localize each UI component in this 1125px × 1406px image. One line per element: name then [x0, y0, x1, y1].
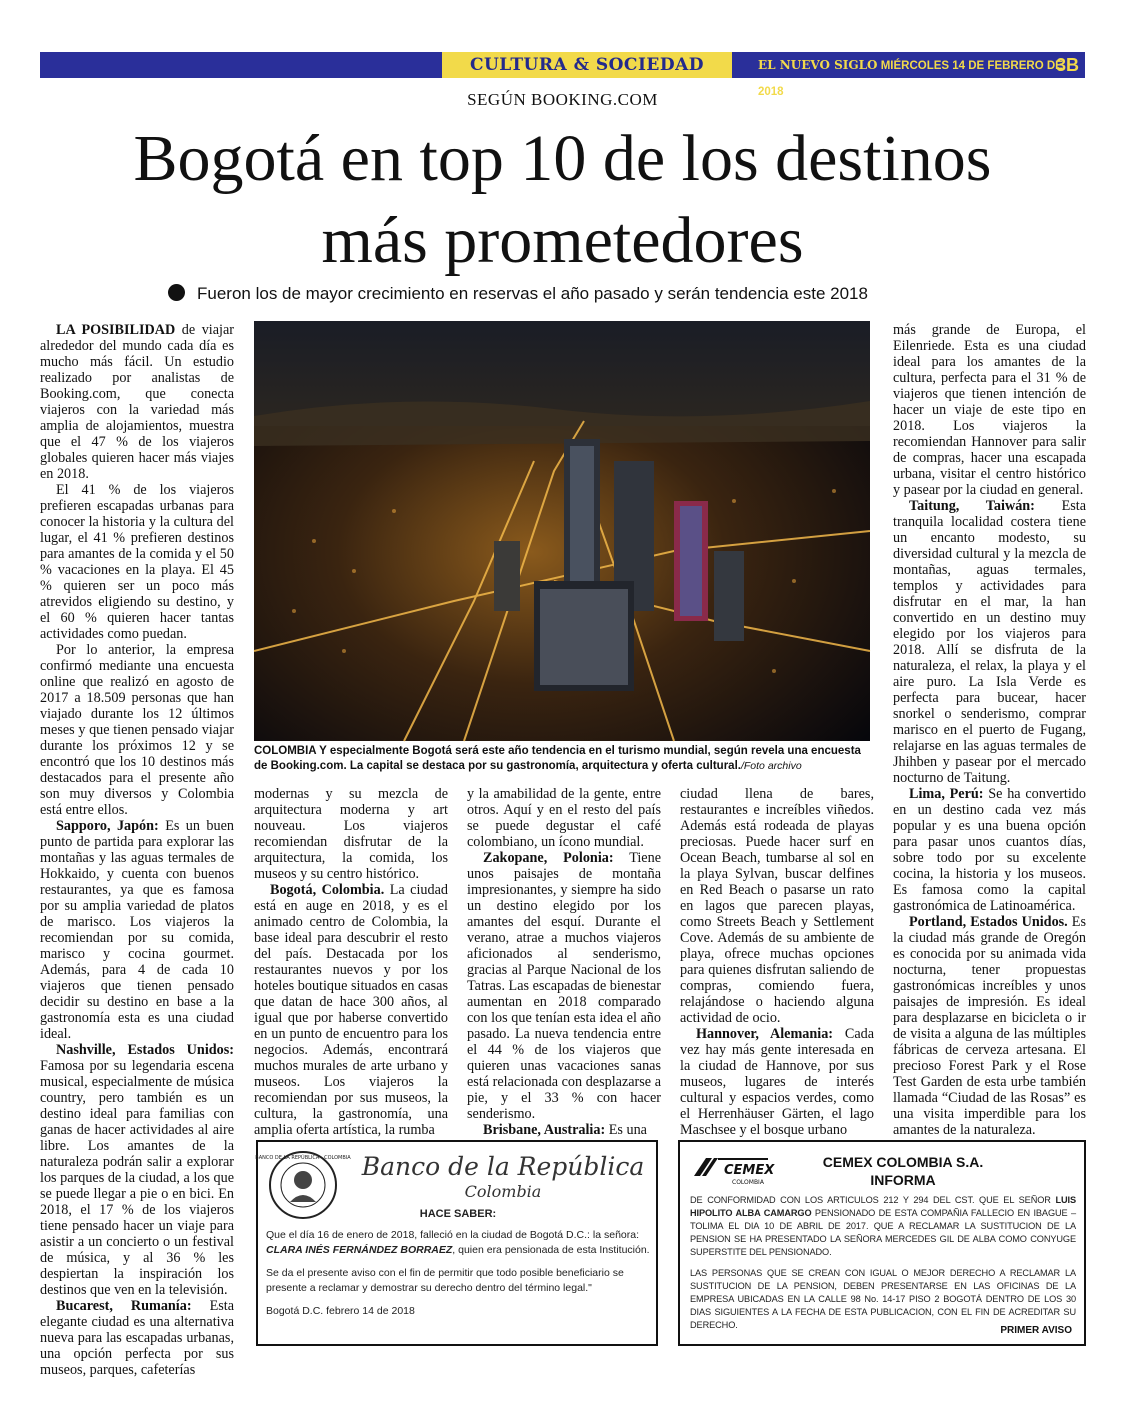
- article-column-1: [40, 322, 234, 1378]
- lead-in: LA POSIBILIDAD: [56, 322, 176, 338]
- cemex-notice-body: [690, 1194, 1076, 1332]
- headline-line-2: más prometedores: [321, 204, 804, 277]
- paragraph: [893, 914, 1086, 1138]
- paragraph: [40, 818, 234, 1042]
- paragraph: [893, 786, 1086, 914]
- paragraph-text: Es una: [605, 1122, 647, 1138]
- paragraph: [40, 322, 234, 482]
- paragraph-text: La ciudad está en auge en 2018, y es el animado centro de Colombia, la base ideal para descubrir el resto del país. Destacada por los restaurantes nuevos y por los hoteles boutique situados en casas que datan de hace 300 años, al igual que por haberse convertido en un punto de encuentro para los negocios. Además, encontrará muchos murales de arte urbano y museos. Los viajeros la recomiendan por sus museos, la cultura, la gastronomía, una amplia oferta artística, la rumba: [254, 882, 449, 1138]
- paragraph: y la amabilidad de la gente, entre otros. Aquí y en el resto del país se puede degustar el café colombiano, un ícono mundial.: [467, 786, 661, 850]
- city-heading-hannover: Hannover, Alemania:: [696, 1026, 834, 1042]
- banco-country: Colombia: [464, 1182, 542, 1201]
- paragraph: [893, 498, 1086, 786]
- notice-text: Se da el presente aviso con el fin de permitir que todo posible beneficiario se presente a reclamar y demostrar su derecho dentro del término legal.": [266, 1267, 624, 1294]
- notice-text: Que el día 16 de enero de 2018, falleció en la ciudad de Bogotá D.C.: la señora:: [266, 1229, 640, 1241]
- banco-notice-body: [266, 1228, 651, 1319]
- city-heading-bogota: Bogotá, Colombia.: [270, 882, 385, 898]
- cemex-notice: [678, 1140, 1086, 1346]
- notice-text: DE CONFORMIDAD CON LOS ARTICULOS 212 Y 294 DEL CST. QUE EL SEÑOR: [690, 1195, 1056, 1205]
- seal-lettering: BANCO DE LA REPÚBLICA · COLOMBIA: [255, 1155, 351, 1161]
- cemex-title: CEMEX COLOMBIA S.A.: [822, 1154, 984, 1170]
- pensioner-name: LUIS HIPOLITO ALBA CAMARGO: [690, 1195, 1076, 1218]
- city-heading-taitung: Taitung, Taiwán:: [909, 498, 1035, 514]
- city-heading-lima: Lima, Perú:: [909, 786, 984, 802]
- subhead-text: Fueron los de mayor crecimiento en reservas el año pasado y serán tendencia este 2018: [197, 284, 868, 303]
- paragraph-text: Cada vez hay más gente interesada en la ciudad de Hannove, por sus museos, lugares de interés cultural y espacios verdes, como el Herrenhäuser Gärten, el lago Maschsee y el bosque urbano: [680, 1026, 875, 1138]
- paragraph: [40, 1298, 234, 1378]
- paragraph: modernas y su mezcla de arquitectura moderna y art nouveau. Los viajeros recomiendan disfrutar de la arquitectura, la comida, los museos y su centro histórico.: [254, 786, 448, 882]
- primer-aviso: PRIMER AVISO: [1000, 1325, 1072, 1336]
- paragraph: El 41 % de los viajeros prefieren escapadas urbanas para conocer la historia y la cultura del lugar, el 41 % prefieren destinos para amantes de la comida y el 50 % vacaciones en la playa. El 45 % quieren ser un poco más atrevidos eligiendo su destino, y el 60 % quieren hacer tantas actividades como puedan.: [40, 482, 234, 642]
- paragraph: [680, 1026, 874, 1138]
- hace-saber-heading: HACE SABER:: [419, 1208, 497, 1220]
- bogota-night-photo: [254, 321, 870, 741]
- section-header-bar: [40, 52, 1085, 98]
- cemex-informa: INFORMA: [870, 1172, 936, 1188]
- paragraph-text: Esta tranquila localidad costera tiene un encanto modesto, su diversidad cultural y la mezcla de montañas, aguas termales, templos y actividades para disfrutar en el mar, la han convertido en un destino muy elegido por los viajeros para 2018. Allí se disfruta de la naturaleza, el relax, la playa y el aire puro. La Isla Verde es perfecta para bucear, hacer snorkel o senderismo, comprar marisco en el puerto de Fugang, relajarse en las aguas termales de Jhihben y pasear por el mercado nocturno de Taitung.: [893, 498, 1086, 786]
- cemex-logo-sub: COLOMBIA: [732, 1179, 764, 1186]
- notice-text: PENSIONADO DE ESTA COMPAÑIA FALLECIO EN IBAGUE – TOLIMA EL DIA 10 DE ABRIL DE 2017. QUE A RECLAMAR LA SUSTITUCION DE LA PENSION SE HA PRESENTADO LA SEÑORA MERCEDES GIL DE ALBA COMO CONYUGE SUPERSTITE DEL PENSIONADO.: [690, 1208, 1076, 1257]
- cemex-logo-icon: [692, 1154, 775, 1188]
- article-subhead: [168, 284, 988, 304]
- bullet-icon: [168, 284, 185, 301]
- article-column-4: [680, 786, 874, 1138]
- headline-line-1: Bogotá en top 10 de los destinos: [133, 122, 992, 195]
- paragraph-text: Es un buen punto de partida para explorar las montañas y las aguas termales de Hokkaido, y cuenta con buenos restaurantes, ya que es famosa por su amplia variedad de platos de marisco. Los viajeros la recomiendan por su comida, marisco y cocina gourmet. Además, para 4 de cada 10 viajeros que tienen pensado decidir su destino en base a la gastronomía esta es una ciudad ideal.: [40, 818, 234, 1042]
- paragraph-text: Es la ciudad más grande de Oregón es conocida por su animada vida nocturna, tener propuestas gastronómicas increíbles y unos paisajes de impresión. Es ideal para desplazarse en bicicleta o ir de visita a alguna de las múltiples fábricas de cerveza artesana. El precioso Forest Park y el Rose Test Garden de esta urbe también llamada “Ciudad de las Rosas” es una visita imperdible para los amantes de la naturaleza.: [893, 914, 1086, 1138]
- article-column-3: [467, 786, 661, 1138]
- banco-republica-notice: [256, 1140, 658, 1346]
- paragraph: [254, 882, 448, 1138]
- deceased-name: CLARA INÉS FERNÁNDEZ BORRAEZ: [266, 1244, 453, 1256]
- article-column-5: [893, 322, 1086, 1138]
- paragraph: Por lo anterior, la empresa confirmó mediante una encuesta online que realizó en agosto de 2017 a 18.509 personas que han viajado durante los 12 últimos meses y que tienen pensado viajar durante los próximos 12 y se encontró que los 10 destinos más destacados para el presente año son muy diversos y Colombia está entre ellos.: [40, 642, 234, 818]
- newspaper-name: EL NUEVO SIGLO: [758, 58, 878, 72]
- city-heading-zakopane: Zakopane, Polonia:: [483, 850, 614, 866]
- issue-date: MIÉRCOLES 14 DE FEBRERO DE 2018: [758, 60, 1063, 98]
- paragraph: [467, 1122, 661, 1138]
- notice-text: , quien era pensionada de esta Institución.: [452, 1244, 650, 1256]
- paragraph-text: de viajar alrededor del mundo cada día es mucho más fácil. Un estudio realizado por analistas de Booking.com, que conecta viajeros con la variedad más amplia de alojamientos, muestra que el 47 % de los viajeros globales quieren hacer más viajes en 2018.: [40, 322, 234, 482]
- city-heading-portland: Portland, Estados Unidos.: [909, 914, 1068, 930]
- city-night-image: [254, 321, 870, 741]
- city-heading-bucarest: Bucarest, Rumanía:: [56, 1298, 192, 1314]
- notice-text: LAS PERSONAS QUE SE CREAN CON IGUAL O MEJOR DERECHO A RECLAMAR LA SUSTITUCION DE LA PENSION, DEBEN PRESENTARSE EN LAS OFICINAS DE LA EMPRESA UBICADAS EN LA CALLE 98 No. 14-17 PISO 2 BOGOTÁ DENTRO DE LOS 30 DIAS SIGUIENTES A LA FECHA DE ESTA PUBLICACION, CON EL FIN DE ACREDITAR SU DERECHO.: [690, 1268, 1076, 1330]
- paragraph: ciudad llena de bares, restaurantes e increíbles viñedos. Además está rodeada de playas preciosas. Puede hacer surf en Ocean Beach, tumbarse al sol en la playa Sylvan, buscar delfines en Red Beach o pasarse un rato en lagos que parecen playas, como Streets Beach y Settlement Cove. Además de su ambiente de playa, ofrece muchas opciones para quienes disfrutan saliendo de compras, comiendo fuera, relajándose o haciendo alguna actividad de ocio.: [680, 786, 874, 1026]
- paragraph: [467, 850, 661, 1122]
- caption-text: COLOMBIA Y especialmente Bogotá será este año tendencia en el turismo mundial, según revela una encuesta de Booking.com. La capital se destaca por su gastronomía, arquitectura y oferta cultural.: [254, 745, 861, 772]
- city-heading-sapporo: Sapporo, Japón:: [56, 818, 159, 834]
- article-kicker: SEGÚN BOOKING.COM: [467, 90, 658, 109]
- cemex-wordmark: CEMEX: [724, 1163, 775, 1178]
- header-date: [758, 52, 1085, 98]
- paragraph-text: Famosa por su legendaria escena musical, especialmente de música country, pero también es un destino ideal para familias con ganas de hacer actividades al aire libre. Los amantes de la naturaleza podrán salir a explorar los parques de la ciudad, a los que se puede llegar a pie o en bici. En 2018, el 17 % de los viajeros tiene pensado hacer un viaje para asistir a un concierto o un festival de música, y al 36 % les despiertan la inspiración los destinos que ven en la televisión.: [40, 1058, 234, 1298]
- paragraph: más grande de Europa, el Eilenriede. Esta es una ciudad ideal para los amantes de la cultura, perfecta para el 31 % de viajeros que tienen intención de hacer un viaje de este tipo en 2018. Los viajeros la recomiendan Hannover para salir de compras, hacer una escapada urbana, visitar el centro histórico y pasear por la ciudad en general.: [893, 322, 1086, 498]
- article-headline: [20, 118, 1105, 282]
- banco-name: Banco de la República: [361, 1152, 645, 1181]
- paragraph-text: Se ha convertido en un destino cada vez más popular y es una buena opción para pasar unos cuantos días, sobre todo por su excelente cocina, la historia y los museos. Es famosa como la capital gastronómica de Latinoamérica.: [893, 786, 1086, 914]
- city-heading-brisbane: Brisbane, Australia:: [483, 1122, 606, 1138]
- photo-credit: /Foto archivo: [740, 760, 802, 772]
- section-title: CULTURA & SOCIEDAD: [442, 52, 732, 78]
- city-heading-nashville: Nashville, Estados Unidos:: [56, 1042, 234, 1058]
- paragraph-text: Tiene unos paisajes de montaña impresionantes, y siempre ha sido un destino elegido por los amantes del esquí. Durante el verano, atrae a muchos viajeros aficionados al senderismo, gracias al Parque Nacional de los Tatras. Las escapadas de bienestar aumentan en 2018 comparado con los que tenían esta idea el año pasado. La nueva tendencia entre el 44 % de los viajeros que quieren unas vacaciones sanas está relacionada con desplazarse a pie, y el 33 % con hacer senderismo.: [467, 850, 661, 1122]
- page-number: 3B: [1055, 55, 1079, 75]
- paragraph: [40, 1042, 234, 1298]
- notice-date: Bogotá D.C. febrero 14 de 2018: [266, 1305, 415, 1317]
- paragraph-text: Esta elegante ciudad es una alternativa nueva para las escapadas urbanas, una opción perfecta por sus museos, parques, cafeterías: [40, 1298, 234, 1378]
- photo-caption: [254, 744, 870, 774]
- article-column-2: [254, 786, 448, 1138]
